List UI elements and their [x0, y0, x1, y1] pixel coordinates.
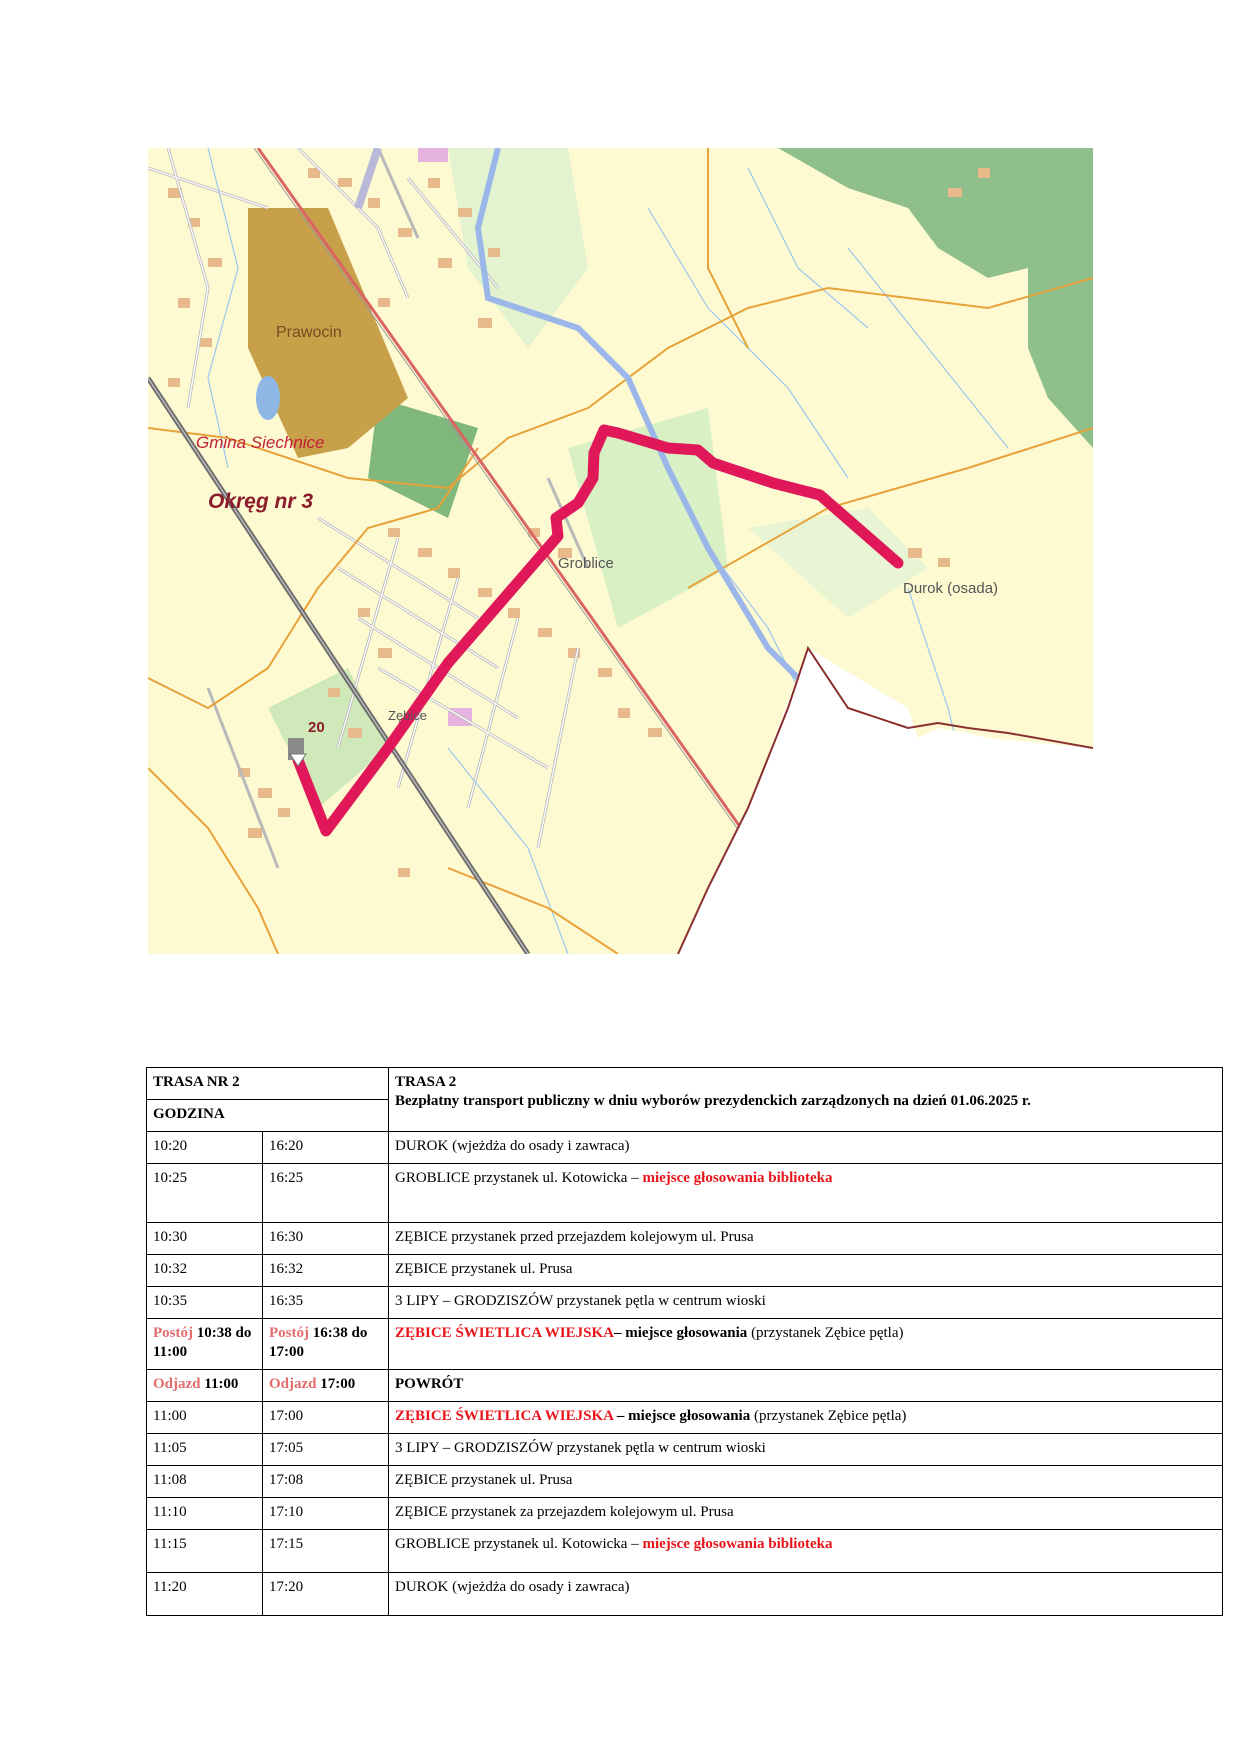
label-gmina: Gmina Siechnice [196, 433, 325, 452]
table-row [147, 1466, 1223, 1498]
table-row [147, 1223, 1223, 1255]
label-okreg: Okręg nr 3 [208, 490, 314, 513]
stop-description: DUROK (wjeżdża do osady i zawraca) [389, 1573, 1223, 1616]
time-1: 11:05 [147, 1434, 263, 1466]
route-map [148, 148, 1093, 954]
stop-description [389, 1402, 1223, 1434]
stop-description: ZĘBICE przystanek ul. Prusa [389, 1466, 1223, 1498]
voting-place-label: – miejsce głosowania [613, 1325, 748, 1341]
schedule-table [146, 1067, 1223, 1616]
stop-time: 10:38 do 11:00 [153, 1325, 252, 1360]
time-2: 16:32 [263, 1255, 389, 1287]
time-2: 16:20 [263, 1132, 389, 1164]
time-2: 16:25 [263, 1164, 389, 1223]
voting-place-label: – miejsce głosowania [613, 1408, 751, 1424]
time-2: 16:35 [263, 1287, 389, 1319]
table-row [147, 1164, 1223, 1223]
table-row-depart [147, 1370, 1223, 1402]
depart-time-1 [147, 1370, 263, 1402]
time-1: 11:20 [147, 1573, 263, 1616]
time-1: 11:00 [147, 1402, 263, 1434]
table-row [147, 1287, 1223, 1319]
stop-description: ZĘBICE przystanek ul. Prusa [389, 1255, 1223, 1287]
return-heading: POWRÓT [389, 1370, 1223, 1402]
depart-time-2 [263, 1370, 389, 1402]
depart-time: 17:00 [320, 1376, 356, 1392]
stop-description: ZĘBICE przystanek za przejazdem kolejowym ul. Prusa [389, 1498, 1223, 1530]
stop-text: GROBLICE przystanek ul. Kotowicka – [395, 1536, 643, 1552]
table-row [147, 1434, 1223, 1466]
time-1: 10:35 [147, 1287, 263, 1319]
stop-description: 3 LIPY – GRODZISZÓW przystanek pętla w centrum wioski [389, 1287, 1223, 1319]
stop-note: (przystanek Zębice pętla) [747, 1325, 904, 1341]
header-godzina: GODZINA [147, 1100, 389, 1132]
voting-place-highlight: miejsce głosowania biblioteka [642, 1170, 833, 1186]
pond [256, 376, 280, 420]
time-1: 11:15 [147, 1530, 263, 1573]
table-row [147, 1402, 1223, 1434]
label-durok: Durok (osada) [903, 580, 999, 597]
table-row [147, 1255, 1223, 1287]
time-2: 17:05 [263, 1434, 389, 1466]
stop-note: (przystanek Zębice pętla) [750, 1408, 907, 1424]
table-row [147, 1530, 1223, 1573]
table-row-stop [147, 1319, 1223, 1370]
header-trasa-title: TRASA 2 [395, 1074, 457, 1090]
depart-label: Odjazd [269, 1376, 317, 1392]
label-groblice: Groblice [558, 555, 614, 572]
time-1: 10:25 [147, 1164, 263, 1223]
header-subtitle: Bezpłatny transport publiczny w dniu wyborów prezydenckich zarządzonych na dzień 01.06.2025 r. [395, 1093, 1031, 1109]
header-trasa-nr: TRASA NR 2 [147, 1068, 389, 1100]
time-2: 17:10 [263, 1498, 389, 1530]
stop-description [389, 1164, 1223, 1223]
label-zebice: Zębice [388, 708, 428, 723]
voting-place-name: ZĘBICE ŚWIETLICA WIEJSKA [395, 1408, 614, 1424]
stop-description: ZĘBICE przystanek przed przejazdem kolejowym ul. Prusa [389, 1223, 1223, 1255]
time-2: 17:15 [263, 1530, 389, 1573]
time-2: 17:20 [263, 1573, 389, 1616]
depart-label: Odjazd [153, 1376, 201, 1392]
voting-place-highlight: miejsce głosowania biblioteka [642, 1536, 833, 1552]
stop-description [389, 1319, 1223, 1370]
time-1: 10:30 [147, 1223, 263, 1255]
time-2: 17:00 [263, 1402, 389, 1434]
table-row [147, 1132, 1223, 1164]
time-2: 16:30 [263, 1223, 389, 1255]
table-row [147, 1498, 1223, 1530]
depart-time: 11:00 [204, 1376, 239, 1392]
stop-text: GROBLICE przystanek ul. Kotowicka – [395, 1170, 643, 1186]
header-title-cell [389, 1068, 1223, 1132]
stop-description [389, 1530, 1223, 1573]
time-1: 11:08 [147, 1466, 263, 1498]
stop-description: 3 LIPY – GRODZISZÓW przystanek pętla w centrum wioski [389, 1434, 1223, 1466]
voting-place-name: ZĘBICE ŚWIETLICA WIEJSKA [395, 1325, 614, 1341]
time-2: 17:08 [263, 1466, 389, 1498]
label-prawocin: Prawocin [276, 324, 342, 341]
time-1: 10:20 [147, 1132, 263, 1164]
table-row [147, 1573, 1223, 1616]
time-1: 11:10 [147, 1498, 263, 1530]
stop-description: DUROK (wjeżdża do osady i zawraca) [389, 1132, 1223, 1164]
stop-time-2 [263, 1319, 389, 1370]
stop-label: Postój [269, 1325, 309, 1341]
time-1: 10:32 [147, 1255, 263, 1287]
map-canvas [148, 148, 1093, 954]
label-marker-20: 20 [308, 719, 325, 736]
stop-label: Postój [153, 1325, 193, 1341]
stop-time: 16:38 do 17:00 [269, 1325, 368, 1360]
stop-time-1 [147, 1319, 263, 1370]
